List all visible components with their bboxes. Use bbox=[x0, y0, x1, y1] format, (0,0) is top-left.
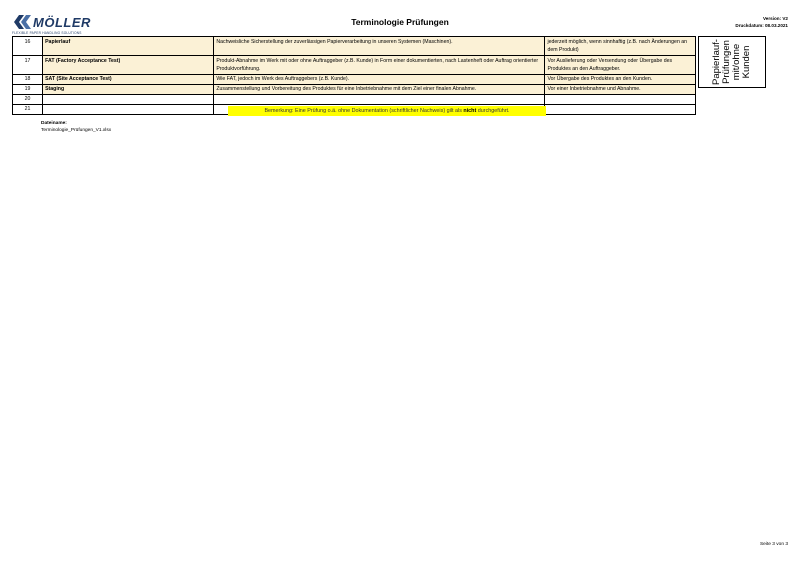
version-label: Version: V2 bbox=[762, 16, 788, 21]
print-date-label: Druckdatum: 08.03.2021 bbox=[735, 23, 788, 28]
table-row bbox=[13, 75, 696, 85]
note-cell bbox=[545, 95, 696, 105]
table-row bbox=[13, 85, 696, 95]
row-number: 16 bbox=[13, 37, 43, 56]
description-cell bbox=[214, 95, 545, 105]
file-info bbox=[41, 120, 111, 134]
description-cell: Wie FAT, jedoch im Werk des Auftraggebers (z.B. Kunde). bbox=[214, 75, 545, 85]
description-cell: Zusammenstellung und Vorbereitung des Produktes für eine Inbetriebnahme mit dem Ziel einer finalen Abnahme. bbox=[214, 85, 545, 95]
row-number: 18 bbox=[13, 75, 43, 85]
terminology-table bbox=[12, 36, 696, 115]
note-cell: Vor Auslieferung oder Versendung oder Übergabe des Produktes an den Auftraggeber. bbox=[545, 56, 696, 75]
document-title: Terminologie Prüfungen bbox=[351, 17, 449, 27]
description-cell: Produkt-Abnahme im Werk mit oder ohne Auftraggeber (z.B. Kunde) in Form einer dokumentierten, nach Lastenheft oder Auftrag orientierter Produktvorführung. bbox=[214, 56, 545, 75]
file-name: Terminologie_Prüfungen_V1.xlsx bbox=[41, 128, 112, 133]
note-cell: jederzeit möglich, wenn sinnhaftig (z.B. nach Änderungen an dem Produkt) bbox=[545, 37, 696, 56]
remark-text-end: durchgeführt. bbox=[476, 108, 510, 114]
table-row bbox=[13, 95, 696, 105]
note-cell: Vor Übergabe des Produktes an den Kunden. bbox=[545, 75, 696, 85]
side-line: Papierlauf- bbox=[711, 39, 722, 85]
row-number: 20 bbox=[13, 95, 43, 105]
remark-text-start: Bemerkung: Eine Prüfung o.ä. ohne Dokumentation (schriftlicher Nachweis) gilt als bbox=[264, 108, 464, 114]
term-cell bbox=[43, 105, 214, 115]
logo-name: MÖLLER bbox=[33, 15, 91, 30]
side-category-label bbox=[698, 36, 766, 88]
term-cell: Staging bbox=[43, 85, 214, 95]
remark-text-emphasis: nicht bbox=[463, 108, 477, 114]
row-number: 21 bbox=[13, 105, 43, 115]
term-cell bbox=[43, 95, 214, 105]
side-line: Kunden bbox=[741, 45, 752, 79]
side-line: mit/ohne bbox=[731, 43, 742, 81]
term-cell: Papierlauf bbox=[43, 37, 214, 56]
row-number: 17 bbox=[13, 56, 43, 75]
row-number: 19 bbox=[13, 85, 43, 95]
page-number: Seite 3 von 3 bbox=[759, 542, 788, 547]
description-cell: Nachweisliche Sicherstellung der zuverlässigen Papierverarbeitung in unseren Systemen (Maschinen). bbox=[214, 37, 545, 56]
table-row bbox=[13, 37, 696, 56]
logo-tagline: FLEXIBLE PAPER HANDLING SOLUTIONS bbox=[12, 31, 82, 35]
term-cell: FAT (Factory Acceptance Test) bbox=[43, 56, 214, 75]
note-cell: Vor einer Inbetriebnahme und Abnahme. bbox=[545, 85, 696, 95]
side-category-text bbox=[712, 39, 752, 85]
side-line: Prüfungen bbox=[721, 40, 732, 84]
term-cell: SAT (Site Acceptance Test) bbox=[43, 75, 214, 85]
remark-note bbox=[228, 106, 546, 116]
file-label: Dateiname: bbox=[41, 121, 67, 126]
table-row bbox=[13, 56, 696, 75]
note-cell bbox=[545, 105, 696, 115]
document-meta bbox=[735, 15, 788, 29]
